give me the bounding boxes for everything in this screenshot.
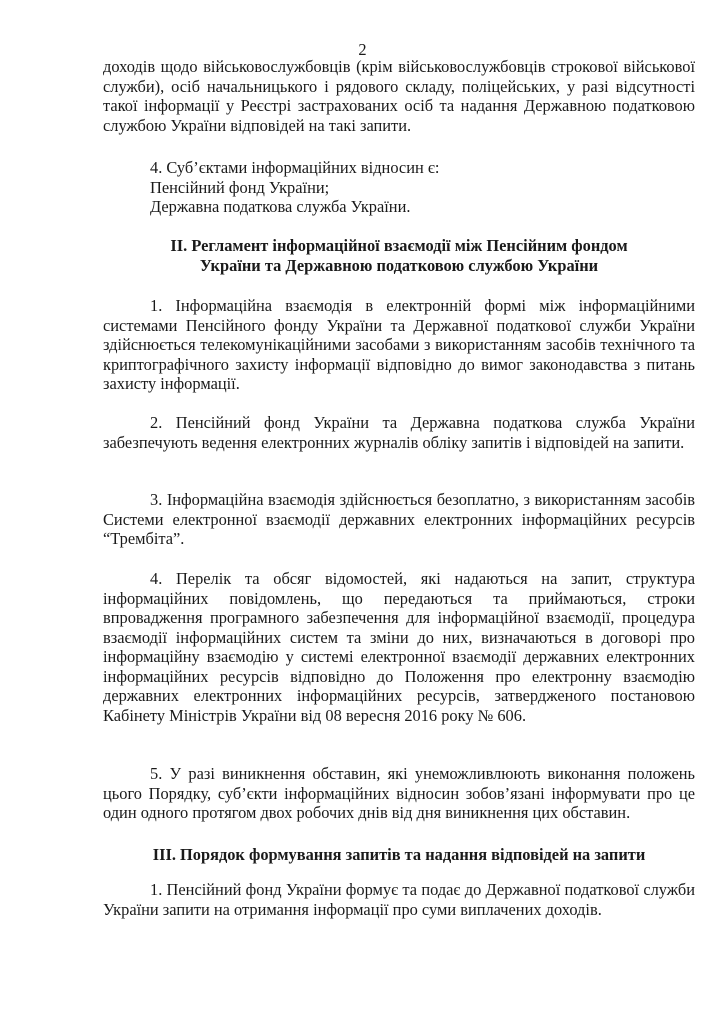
subjects-intro: 4. Суб’єктами інформаційних відносин є: — [150, 158, 440, 177]
section-3-paragraph-1: 1. Пенсійний фонд України формує та подає до Державної податкової служби України запити на отримання інформації про суми виплачених доходів. — [103, 880, 695, 919]
page-number: 2 — [358, 40, 367, 59]
section-2-title-line: України та Державною податковою службою України — [199, 255, 599, 275]
subjects-list — [103, 158, 695, 217]
section-3-title: ІІІ. Порядок формування запитів та надання відповідей на запити — [152, 845, 646, 864]
section-2-paragraph-4: 4. Перелік та обсяг відомостей, які надаються на запит, структура інформаційних повідомлень, що передаються та приймаються, строки впровадження програмного забезпечення для інформаційної взаємодії, процедура взаємодії інформаційних систем та зміни до них, визначаються в договорі про інформаційну взаємодію у системі електронної взаємодії державних електронних інформаційних ресурсів відповідно до Положення про електронну взаємодію державних електронних інформаційних ресурсів, затвердженого постановою Кабінету Міністрів України від 08 вересня 2016 року № 606. — [103, 569, 695, 725]
subject-item: Пенсійний фонд України; — [150, 177, 330, 197]
section-2-paragraph-2: 2. Пенсійний фонд України та Державна податкова служба України забезпечують ведення електронних журналів обліку запитів і відповідей на запити. — [103, 413, 695, 452]
section-2-paragraph-3: 3. Інформаційна взаємодія здійснюється безоплатно, з використанням засобів Системи електронної взаємодії державних електронних інформаційних ресурсів “Трембіта”. — [103, 490, 695, 548]
continuation-paragraph: доходів щодо військовослужбовців (крім військовослужбовців строкової військової служби), осіб начальницького і рядового складу, поліцейських, у разі відсутності такої інформації у Реєстрі застрахованих осіб та надання Державною податковою службою України відповідей на такі запити. — [103, 57, 695, 135]
section-2-paragraph-5: 5. У разі виникнення обставин, які унеможливлюють виконання положень цього Порядку, суб’єкти інформаційних відносин зобов’язані інформувати про це один одного протягом двох робочих днів від дня виникнення цих обставин. — [103, 764, 695, 822]
section-2-title-line: ІІ. Регламент інформаційної взаємодії між Пенсійним фондом — [170, 236, 628, 255]
section-2-title — [103, 236, 695, 275]
subject-item: Державна податкова служба України. — [150, 197, 411, 216]
section-2-paragraph-1: 1. Інформаційна взаємодія в електронній формі між інформаційними системами Пенсійного фонду України та Державної податкової служби України здійснюється телекомунікаційними засобами з використанням засобів технічного та криптографічного захисту інформації відповідно до вимог законодавства з питань захисту інформації. — [103, 296, 695, 393]
